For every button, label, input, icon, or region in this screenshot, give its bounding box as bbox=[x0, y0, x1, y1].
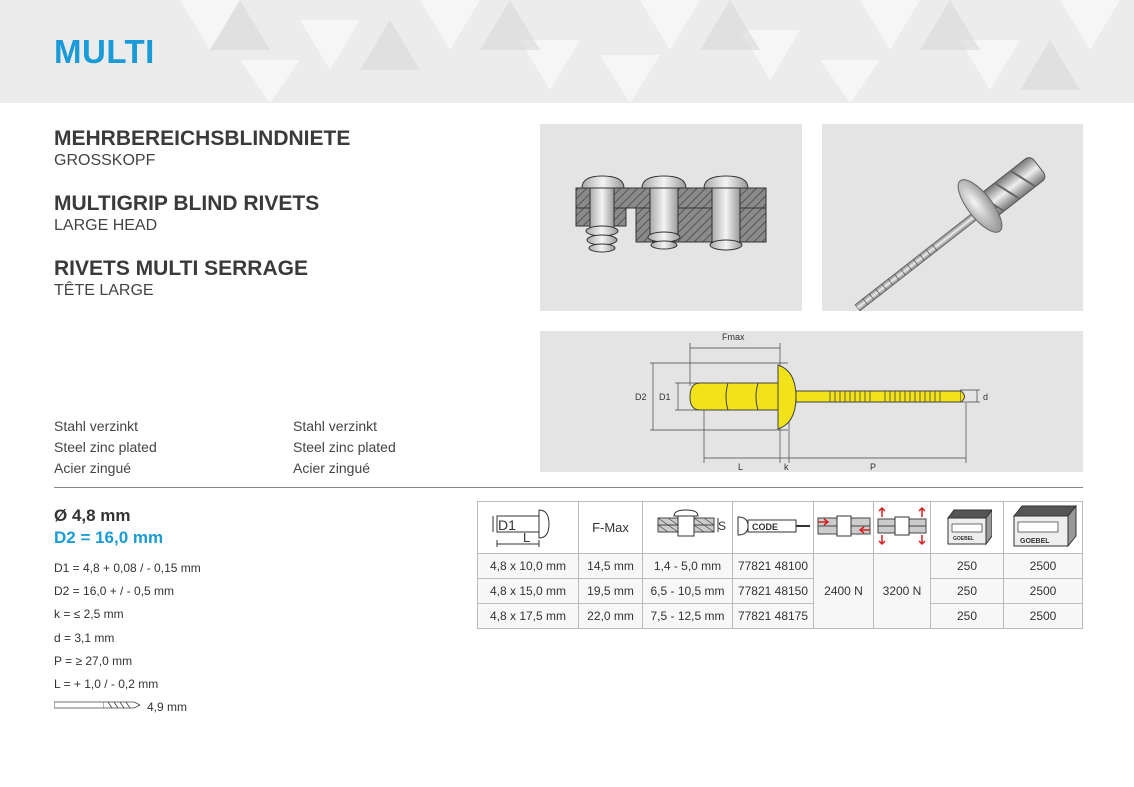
cell-tensile: 3200 N bbox=[874, 554, 931, 629]
spec-line: d = 3,1 mm bbox=[54, 630, 115, 645]
header-box bbox=[931, 502, 1004, 554]
cell-carton: 2500 bbox=[1004, 554, 1083, 579]
d1-label: D1 bbox=[659, 392, 671, 402]
d2-heading: D2 = 16,0 mm bbox=[54, 528, 164, 547]
spec-line: D2 = 16,0 + / - 0,5 mm bbox=[54, 584, 175, 599]
cell-grip-range: 7,5 - 12,5 mm bbox=[643, 604, 733, 629]
specifications bbox=[54, 505, 454, 716]
material-de: Stahl verzinkt bbox=[293, 418, 378, 434]
subtitle-en: LARGE HEAD bbox=[54, 217, 158, 234]
diameter-heading: Ø 4,8 mm bbox=[54, 506, 131, 525]
spec-line: D1 = 4,8 + 0,08 / - 0,15 mm bbox=[54, 561, 201, 575]
cell-grip-range: 6,5 - 10,5 mm bbox=[643, 579, 733, 604]
title-fr: RIVETS MULTI SERRAGE bbox=[54, 257, 308, 280]
box-brand-label: GOEBEL bbox=[953, 536, 975, 542]
fmax-label: Fmax bbox=[722, 332, 745, 342]
drill-spec bbox=[54, 696, 454, 716]
cell-size: 4,8 x 17,5 mm bbox=[478, 604, 579, 629]
rivet-photo-image bbox=[822, 124, 1083, 311]
d1-header-label: D1 bbox=[498, 517, 516, 533]
cell-carton: 2500 bbox=[1004, 579, 1083, 604]
header-fmax: F-Max bbox=[579, 502, 643, 554]
rivet-dimension-diagram bbox=[540, 331, 1083, 472]
small-box-icon bbox=[942, 506, 992, 546]
d2-label: D2 bbox=[635, 392, 647, 402]
table-row bbox=[478, 604, 1083, 629]
cell-shear: 2400 N bbox=[814, 554, 874, 629]
product-titles bbox=[54, 126, 494, 321]
product-table bbox=[477, 501, 1083, 629]
header-grip-range bbox=[643, 502, 733, 554]
rivet-dimension-icon bbox=[483, 504, 573, 548]
shear-force-icon bbox=[816, 509, 872, 543]
header-carton bbox=[1004, 502, 1083, 554]
code-label: CODE bbox=[752, 522, 779, 532]
header-tensile bbox=[874, 502, 931, 554]
s-label: S bbox=[717, 519, 726, 533]
cell-code: 77821 48150 bbox=[733, 579, 814, 604]
cell-carton: 2500 bbox=[1004, 604, 1083, 629]
grip-range-icon bbox=[648, 506, 728, 546]
cell-size: 4,8 x 10,0 mm bbox=[478, 554, 579, 579]
subtitle-de: GROSSKOPF bbox=[54, 152, 156, 169]
page-title: MULTI bbox=[54, 33, 155, 70]
page-header bbox=[0, 0, 1134, 103]
material-de: Stahl verzinkt bbox=[54, 418, 139, 434]
cell-code: 77821 48100 bbox=[733, 554, 814, 579]
cell-code: 77821 48175 bbox=[733, 604, 814, 629]
header-code bbox=[733, 502, 814, 554]
cell-fmax: 22,0 mm bbox=[579, 604, 643, 629]
carton-brand-label: GOEBEL bbox=[1020, 538, 1050, 545]
cell-fmax: 14,5 mm bbox=[579, 554, 643, 579]
material-col-2 bbox=[293, 416, 396, 479]
large-box-icon bbox=[1008, 504, 1078, 548]
l-label: L bbox=[738, 462, 744, 472]
title-de: MEHRBEREICHSBLINDNIETE bbox=[54, 127, 351, 150]
cell-box: 250 bbox=[931, 554, 1004, 579]
table-row bbox=[478, 554, 1083, 579]
p-label: P bbox=[870, 462, 877, 472]
material-col-1 bbox=[54, 416, 157, 479]
section-divider bbox=[54, 487, 1083, 488]
spec-line: L = + 1,0 / - 0,2 mm bbox=[54, 677, 159, 692]
material-fr: Acier zingué bbox=[293, 460, 371, 476]
cell-box: 250 bbox=[931, 579, 1004, 604]
cell-size: 4,8 x 15,0 mm bbox=[478, 579, 579, 604]
header-shear bbox=[814, 502, 874, 554]
rivet-cross-section-image bbox=[540, 124, 802, 311]
spec-line: P = ≥ 27,0 mm bbox=[54, 653, 133, 668]
title-en: MULTIGRIP BLIND RIVETS bbox=[54, 192, 320, 215]
drill-bit-icon bbox=[54, 700, 140, 710]
k-label: k bbox=[784, 462, 789, 472]
cell-box: 250 bbox=[931, 604, 1004, 629]
spec-line: k = ≤ 2,5 mm bbox=[54, 607, 124, 622]
material-en: Steel zinc plated bbox=[54, 439, 157, 455]
tensile-force-icon bbox=[876, 506, 928, 546]
d-label: d bbox=[983, 392, 989, 402]
cell-grip-range: 1,4 - 5,0 mm bbox=[643, 554, 733, 579]
header-dimension bbox=[478, 502, 579, 554]
header-pattern bbox=[0, 0, 1134, 103]
material-en: Steel zinc plated bbox=[293, 439, 396, 455]
table-row bbox=[478, 579, 1083, 604]
material-fr: Acier zingué bbox=[54, 460, 132, 476]
subtitle-fr: TÊTE LARGE bbox=[54, 282, 154, 299]
l-header-label: L bbox=[523, 530, 531, 545]
code-rivet-icon bbox=[734, 511, 812, 541]
cell-fmax: 19,5 mm bbox=[579, 579, 643, 604]
table-header-row bbox=[478, 502, 1083, 554]
drill-size: 4,9 mm bbox=[147, 700, 188, 715]
